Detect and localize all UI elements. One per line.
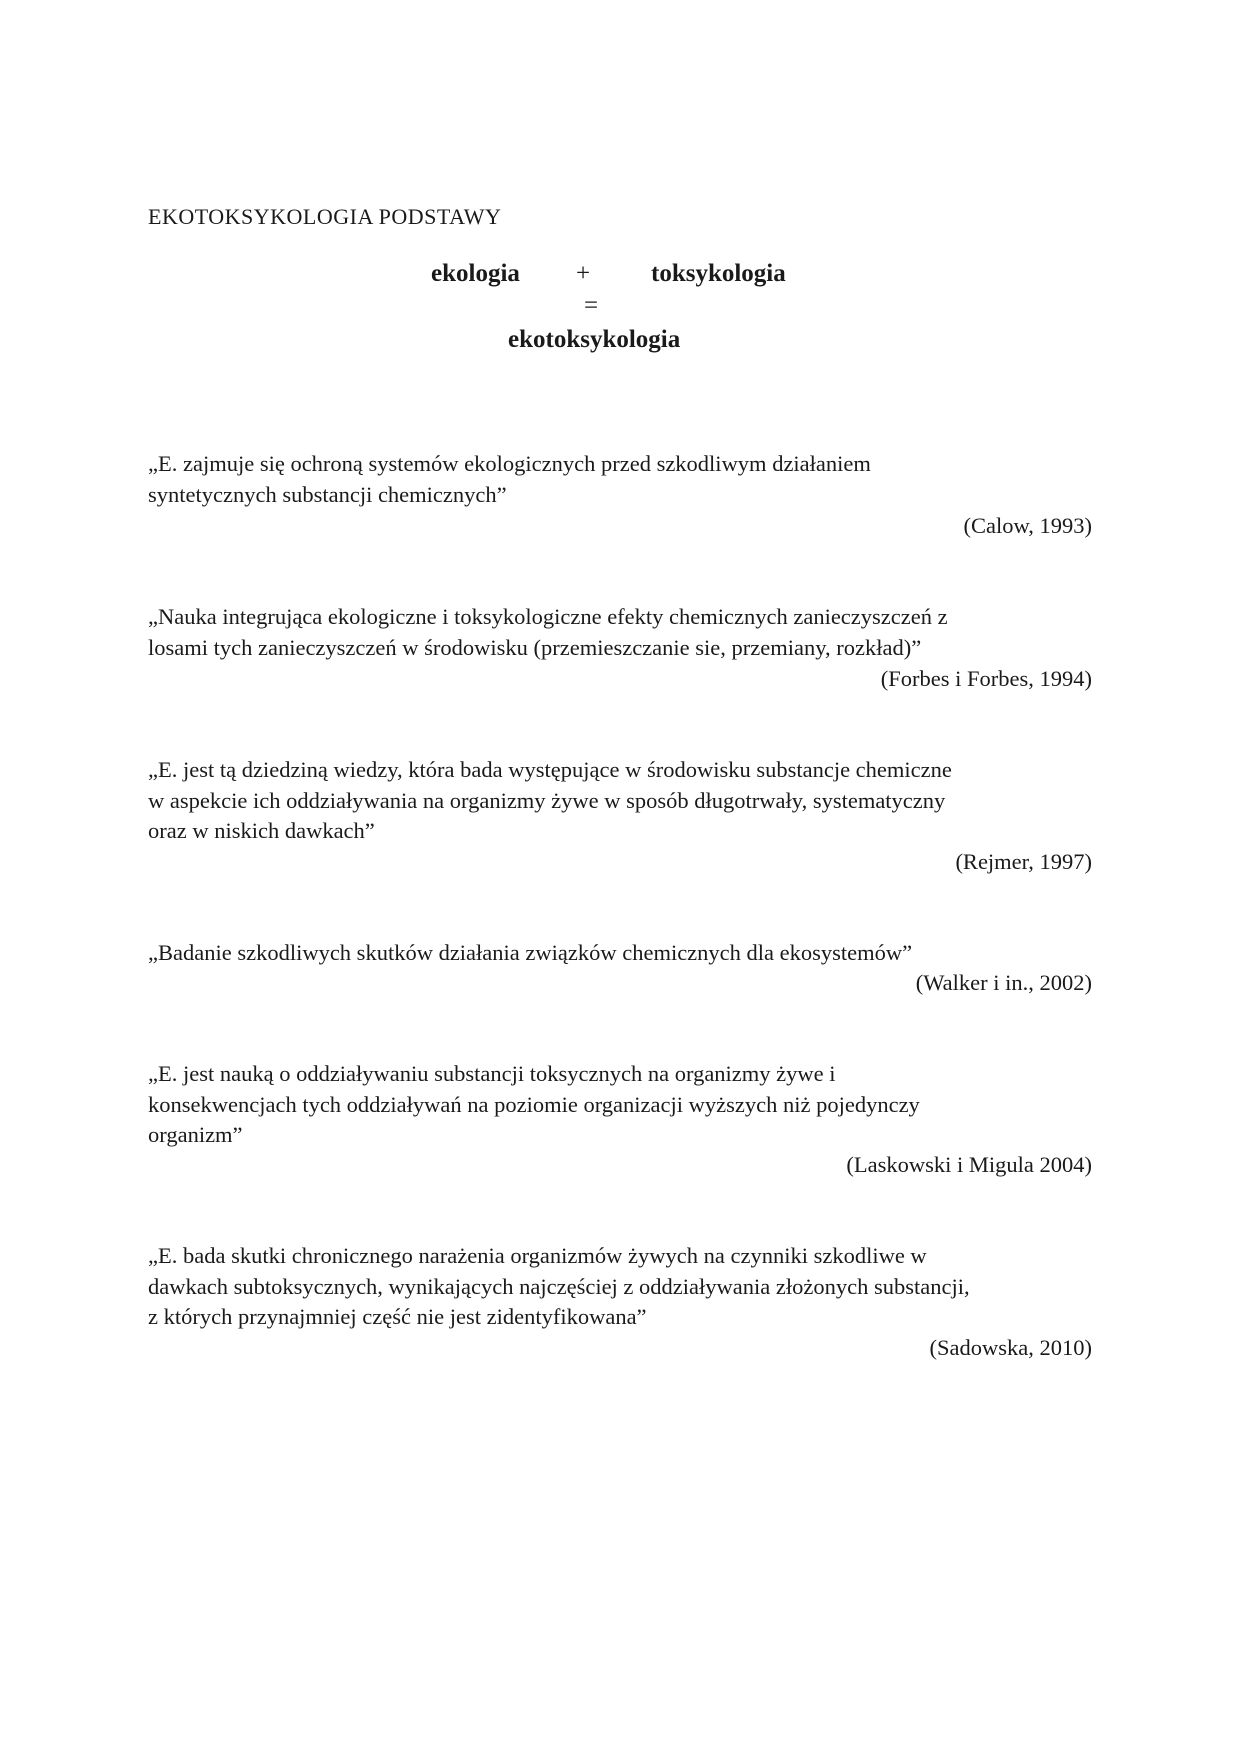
formula-result: ekotoksykologia <box>508 326 681 353</box>
definition-citation: (Calow, 1993) <box>963 513 1092 538</box>
quote-line: „E. jest nauką o oddziaływaniu substancji toksycznych na organizmy żywe i <box>148 1061 836 1086</box>
definition-quote <box>148 602 1098 663</box>
formula-plus: + <box>576 260 591 287</box>
definition-citation: (Rejmer, 1997) <box>955 849 1092 874</box>
quote-line: dawkach subtoksycznych, wynikających najczęściej z oddziaływania złożonych substancji, <box>148 1273 970 1299</box>
quote-line: „E. bada skutki chronicznego narażenia organizmów żywych na czynniki szkodliwe w <box>148 1243 927 1268</box>
quote-line: w aspekcie ich oddziaływania na organizmy żywe w sposób długotrwały, systematyczny <box>148 787 946 813</box>
definition-citation: (Forbes i Forbes, 1994) <box>880 666 1092 691</box>
definition-citation: (Walker i in., 2002) <box>915 970 1092 995</box>
quote-line: konsekwencjach tych oddziaływań na poziomie organizacji wyższych niż pojedynczy <box>148 1091 920 1117</box>
formula-term-ecology: ekologia <box>431 260 520 287</box>
definition-citation: (Sadowska, 2010) <box>929 1335 1092 1360</box>
formula-equals: = <box>584 292 599 319</box>
quote-line: z których przynajmniej część nie jest zidentyfikowana” <box>148 1304 647 1329</box>
quote-line: organizm” <box>148 1122 243 1147</box>
quote-line: losami tych zanieczyszczeń w środowisku (przemieszczanie sie, przemiany, rozkład)” <box>148 634 922 660</box>
definition-quote <box>148 449 1098 510</box>
quote-line: syntetycznych substancji chemicznych” <box>148 481 507 507</box>
definition-quote <box>148 1241 1098 1333</box>
quote-line: „E. jest tą dziedziną wiedzy, która bada występujące w środowisku substancje chemiczne <box>148 757 952 782</box>
definition-citation: (Laskowski i Migula 2004) <box>846 1152 1092 1177</box>
definition-quote <box>148 938 1098 969</box>
quote-line: „Badanie szkodliwych skutków działania związków chemicznych dla ekosystemów” <box>148 940 913 965</box>
definition-quote <box>148 755 1098 847</box>
quote-line: „E. zajmuje się ochroną systemów ekologicznych przed szkodliwym działaniem <box>148 451 871 476</box>
quote-line: oraz w niskich dawkach” <box>148 818 375 843</box>
quote-line: „Nauka integrująca ekologiczne i toksykologiczne efekty chemicznych zanieczyszczeń z <box>148 604 948 629</box>
definition-quote <box>148 1059 1098 1151</box>
document-title: EKOTOKSYKOLOGIA PODSTAWY <box>148 204 502 229</box>
formula-term-toxicology: toksykologia <box>651 260 786 287</box>
